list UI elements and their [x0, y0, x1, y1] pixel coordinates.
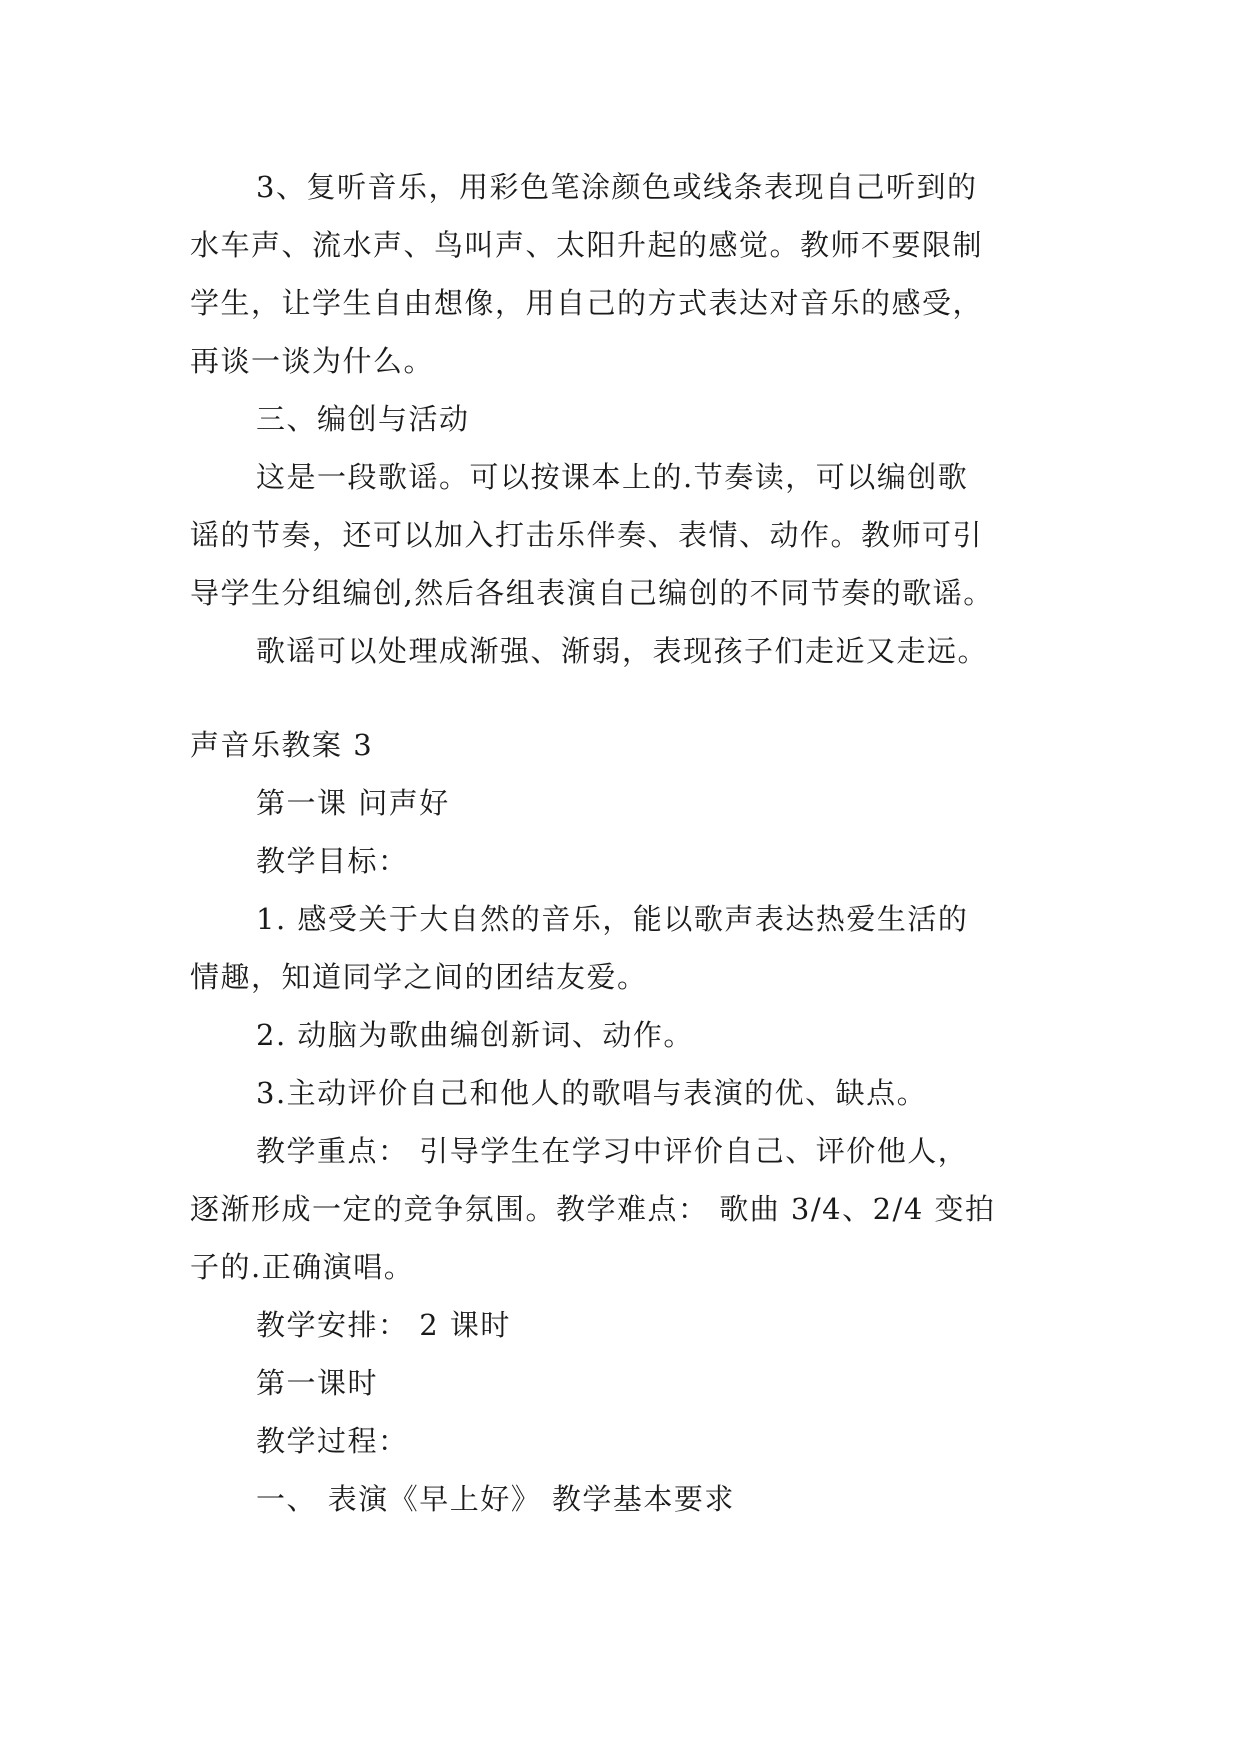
goals-label: 教学目标：	[256, 844, 409, 878]
keypoints-line: 教学重点： 引导学生在学习中评价自己、评价他人，	[256, 1134, 969, 1168]
schedule-line: 教学安排： 2 课时	[256, 1308, 511, 1342]
section-heading: 三、编创与活动	[256, 402, 470, 436]
goal-item: 1. 感受关于大自然的音乐，能以歌声表达热爱生活的	[256, 902, 969, 936]
paragraph-line: 歌谣可以处理成渐强、渐弱，表现孩子们走近又走远。	[256, 634, 989, 668]
period-line: 第一课时	[256, 1366, 379, 1400]
keypoints-line: 逐渐形成一定的竞争氛围。教学难点： 歌曲 3/4、2/4 变拍	[190, 1192, 996, 1226]
document-page	[190, 158, 1070, 1528]
goal-item: 2. 动脑为歌曲编创新词、动作。	[256, 1018, 694, 1052]
paragraph-line: 导学生分组编创,然后各组表演自己编创的不同节奏的歌谣。	[190, 576, 994, 610]
section-gap	[190, 680, 1070, 716]
paragraph-line: 再谈一谈为什么。	[190, 344, 435, 378]
goal-item: 情趣，知道同学之间的团结友爱。	[190, 960, 648, 994]
paragraph-line: 水车声、流水声、鸟叫声、太阳升起的感觉。教师不要限制	[190, 228, 984, 262]
paragraph-line: 谣的节奏，还可以加入打击乐伴奏、表情、动作。教师可引	[190, 518, 984, 552]
keypoints-line: 子的.正确演唱。	[190, 1250, 415, 1284]
process-label: 教学过程：	[256, 1424, 409, 1458]
paragraph-line: 3、复听音乐，用彩色笔涂颜色或线条表现自己听到的	[256, 170, 978, 204]
lesson-title: 第一课 问声好	[256, 786, 450, 820]
step-line: 一、 表演《早上好》 教学基本要求	[256, 1482, 735, 1516]
document-title: 声音乐教案 3	[190, 728, 374, 762]
paragraph-line: 学生，让学生自由想像，用自己的方式表达对音乐的感受，	[190, 286, 984, 320]
paragraph-line: 这是一段歌谣。可以按课本上的.节奏读，可以编创歌	[256, 460, 969, 494]
goal-item: 3.主动评价自己和他人的歌唱与表演的优、缺点。	[256, 1076, 928, 1110]
